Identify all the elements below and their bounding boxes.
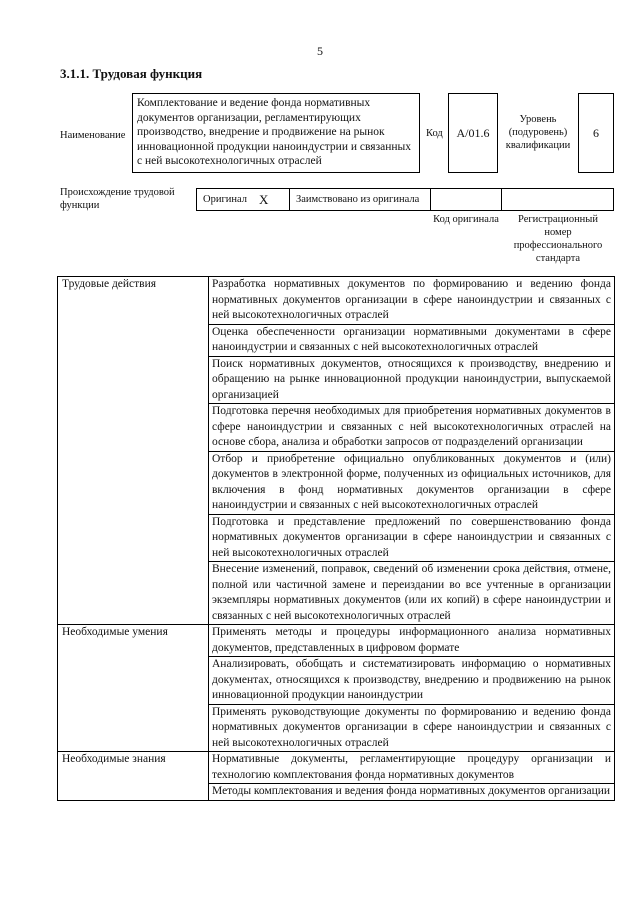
original-cell: [196, 188, 290, 211]
table-row: [58, 625, 615, 657]
level-value: 6: [593, 125, 599, 140]
original-label: Оригинал: [203, 194, 247, 205]
table-cell: Применять методы и процедуры информационного анализа нормативных документов, представленных в цифровом формате: [209, 625, 615, 657]
category-required-knowledge: Необходимые знания: [58, 752, 209, 801]
code-caption: Код оригинала: [433, 214, 499, 225]
section-title: 3.1.1. Трудовая функция: [60, 66, 203, 81]
registration-number-cell: [501, 188, 614, 211]
table-cell: Разработка нормативных документов по формированию и ведению фонда нормативных документов организации в сфере наноиндустрии и связанных с ней высокотехнологичных отраслей: [209, 277, 615, 325]
origin-label: Происхождение трудовой функции: [60, 187, 175, 211]
borrowed-label: Заимствовано из оригинала: [296, 194, 420, 205]
table-cell: Применять руководствующие документы по формированию и ведению фонда нормативных документов организации в сфере наноиндустрии и связанных с ней высокотехнологичных отраслей: [209, 704, 615, 752]
table-cell: Оценка обеспеченности организации нормативными документами в сфере наноиндустрии и связанных с ней высокотехнологичных отраслей: [209, 324, 615, 356]
original-mark: X: [259, 191, 269, 207]
table-row: [58, 277, 615, 325]
page-number: 5: [317, 44, 323, 58]
table-row: [58, 752, 615, 784]
category-labor-actions: Трудовые действия: [58, 277, 209, 625]
table-cell: Нормативные документы, регламентирующие процедуру организации и технологию комплектования фонда нормативных документов: [209, 752, 615, 784]
table-cell: Поиск нормативных документов, относящихся к производству, внедрению и обращению на рынке инновационной продукции наноиндустрии, выпускаемой организацией: [209, 356, 615, 404]
function-name-box: [132, 93, 420, 173]
code-box: [448, 93, 498, 173]
borrowed-cell: [289, 188, 431, 211]
table-cell: Отбор и приобретение официально опубликованных документов и (или) документов в электронной форме, полученных из официальных источников, для включения в фонд нормативных документов организации в сфере наноиндустрии и связанных с ней высокотехнологичных отраслей: [209, 451, 615, 514]
function-name: Комплектование и ведение фонда нормативных документов организации, регламентирующих производство, внедрение и продвижение на рынок инновационной продукции наноиндустрии и связанных с ней высокотехнологичных отраслей: [137, 97, 412, 167]
table-cell: Подготовка и представление предложений по совершенствованию фонда нормативных документов организации в сфере наноиндустрии и связанных с ней высокотехнологичных отраслей: [209, 514, 615, 562]
category-required-skills: Необходимые умения: [58, 625, 209, 752]
table-cell: Анализировать, обобщать и систематизировать информацию о нормативных документах, относящихся к производству, внедрению и продвижению на рынок инновационной продукции наноиндустрии: [209, 657, 615, 705]
name-label: Наименование: [60, 130, 126, 141]
original-code-cell: [430, 188, 502, 211]
table-cell: Внесение изменений, поправок, сведений об изменении срока действия, отмене, полной или частичной замене и переиздании во все учтенные в организации экземпляры нормативных документов (или их копий) в сфере наноиндустрии и связанных с ней высокотехнологичных отраслей: [209, 562, 615, 625]
level-box: [578, 93, 614, 173]
code-value: A/01.6: [456, 125, 490, 140]
table-cell: Подготовка перечня необходимых для приобретения нормативных документов в сфере наноиндустрии и связанных с ней высокотехнологичных отраслей на основе сбора, анализа и обработки запросов от подразделений организации: [209, 404, 615, 452]
code-label: Код: [426, 128, 443, 139]
labor-function-table: [57, 276, 615, 801]
level-label: Уровень (подуровень) квалификации: [505, 114, 571, 151]
registration-caption: Регистрационный номер профессионального стандарта: [513, 214, 603, 264]
table-cell: Методы комплектования и ведения фонда нормативных документов организации: [209, 784, 615, 801]
